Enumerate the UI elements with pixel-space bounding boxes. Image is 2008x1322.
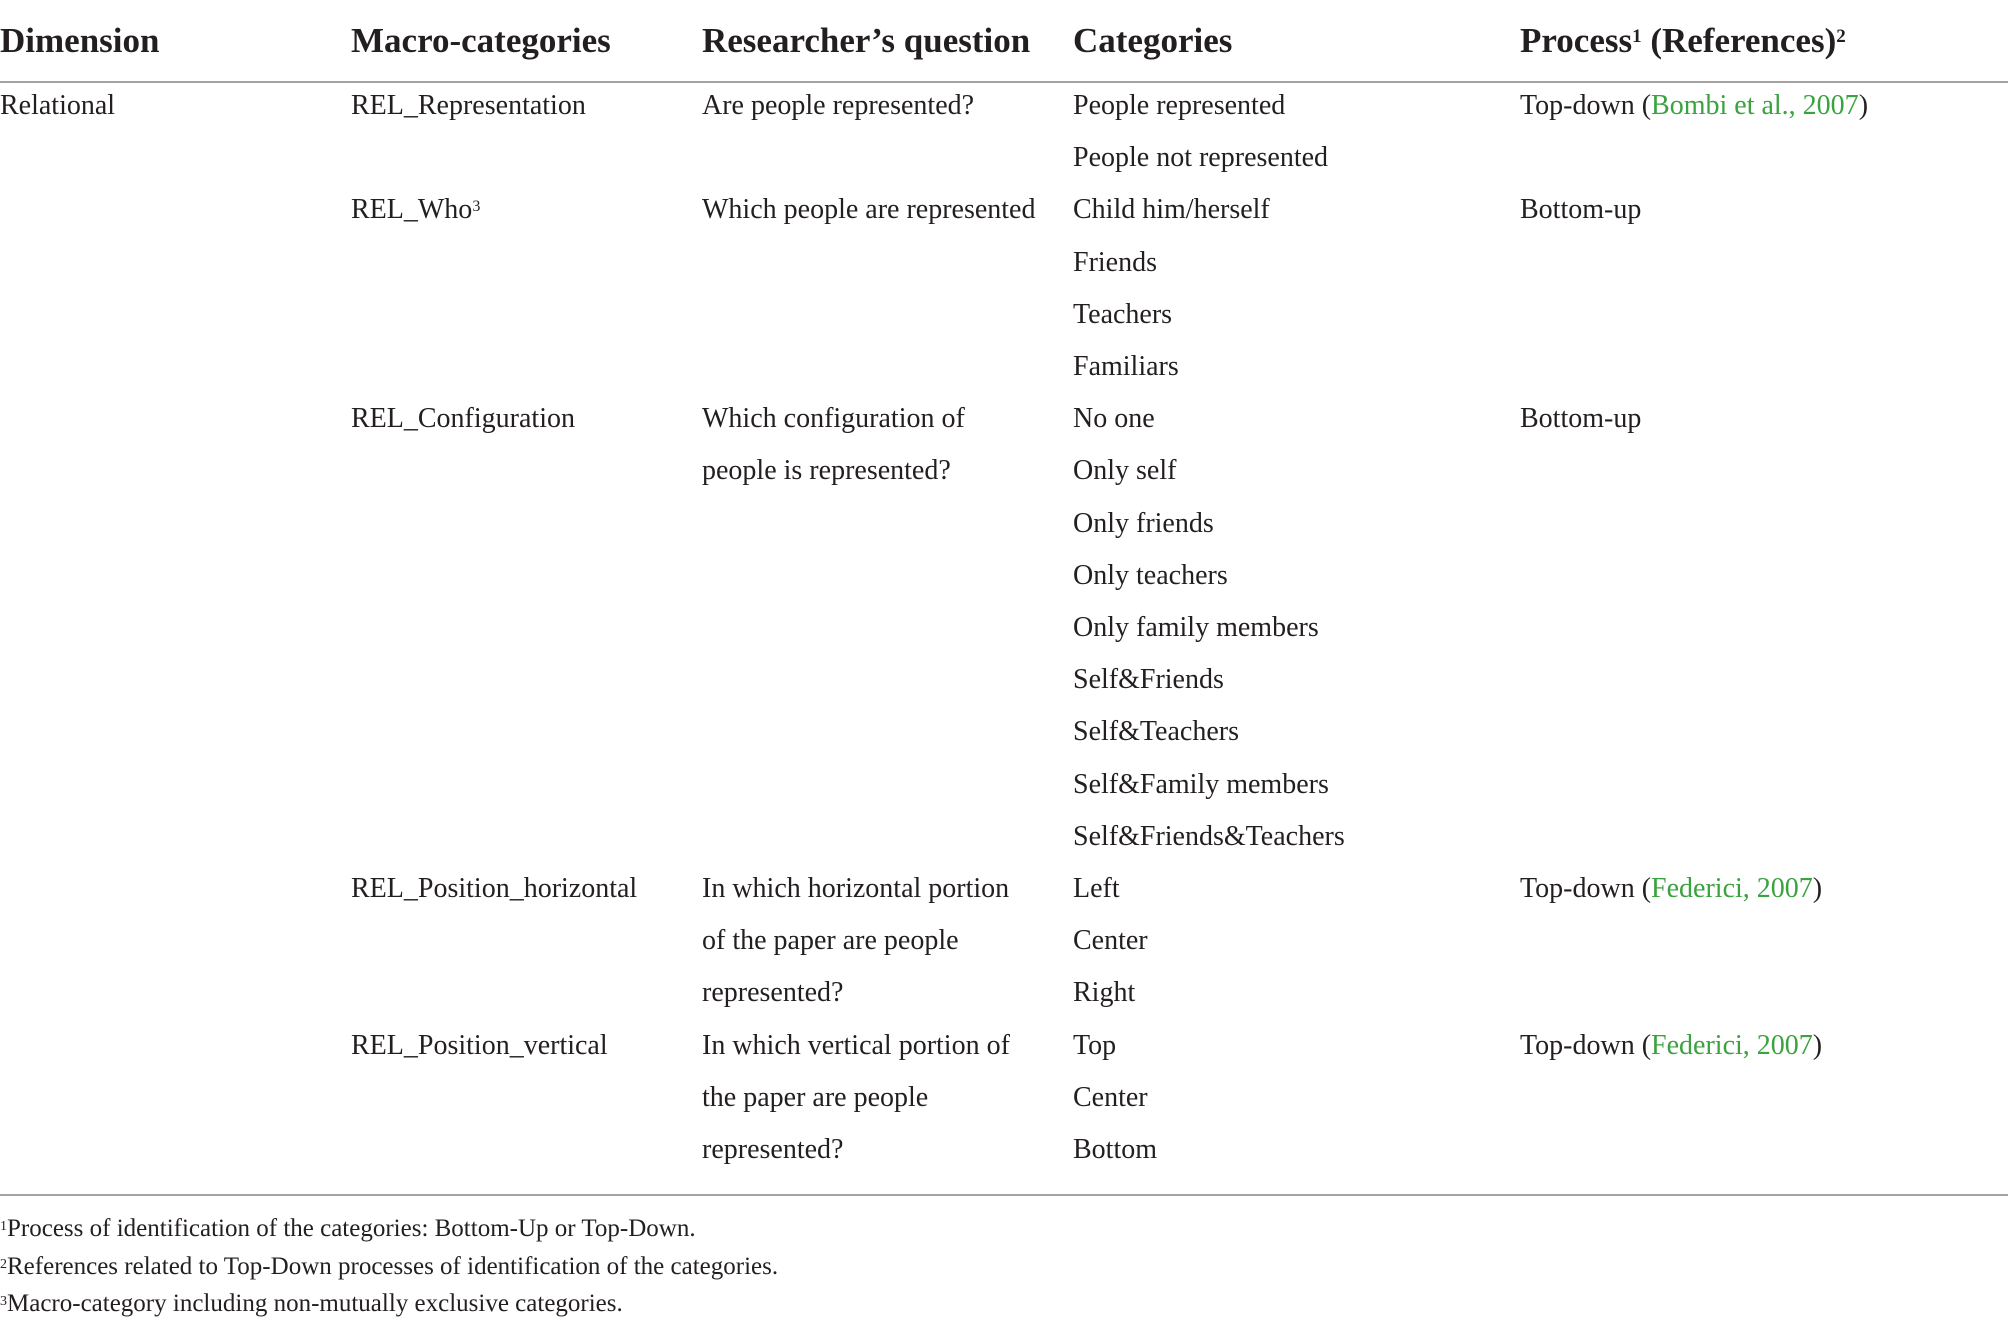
process-label: Top-down <box>1520 873 1635 904</box>
footer-rule <box>0 1194 2008 1196</box>
category-item: Self&Teachers <box>1073 716 1239 748</box>
question-line: of the paper are people <box>702 925 959 957</box>
category-item: Bottom <box>1073 1134 1158 1165</box>
footnote-text: References related to Top-Down processes of identification of the categories. <box>7 1252 779 1280</box>
footnote-text: Process of identification of the categories: Bottom-Up or Top-Down. <box>7 1215 696 1242</box>
process-cell <box>1520 190 1641 230</box>
dimension-cell: Relational <box>0 90 116 121</box>
macro-category-cell <box>351 190 480 230</box>
process-cell <box>1520 86 1868 126</box>
reference-link[interactable]: Federici, 2007 <box>1651 873 1813 904</box>
header-process-references <box>1520 16 1846 66</box>
header-rule <box>0 81 2008 83</box>
macro-category-label: REL_Position_vertical <box>351 1029 608 1061</box>
question-line: Are people represented? <box>702 90 975 121</box>
footnote-mark: 1 <box>0 1219 7 1234</box>
process-label: Bottom-up <box>1520 194 1642 226</box>
category-item: Top <box>1073 1029 1117 1061</box>
close-paren: ) <box>1812 873 1823 904</box>
macro-category-cell <box>351 399 575 439</box>
category-item: People represented <box>1073 90 1286 121</box>
macro-category-cell <box>351 86 586 126</box>
footnote-mark: 3 <box>472 198 481 216</box>
reference-link[interactable]: Bombi et al., 2007 <box>1651 90 1859 121</box>
footnote <box>0 1211 696 1247</box>
open-paren: ( <box>1634 873 1652 904</box>
category-item: Only teachers <box>1073 559 1228 591</box>
close-paren: ) <box>1858 90 1869 121</box>
macro-category-label: REL_Configuration <box>351 403 575 435</box>
category-item: People not represented <box>1073 142 1329 174</box>
category-item: Right <box>1073 977 1136 1009</box>
category-item: Self&Friends <box>1073 664 1224 696</box>
question-line: Which configuration of <box>702 403 965 435</box>
process-cell <box>1520 399 1641 439</box>
question-line: Which people are represented <box>702 194 1036 226</box>
macro-category-cell <box>351 1026 608 1066</box>
header-references-footnote-mark: 2 <box>1836 26 1846 47</box>
category-item: Teachers <box>1073 298 1173 330</box>
process-label: Top-down <box>1520 1029 1635 1061</box>
header-references: (References) <box>1641 21 1837 60</box>
macro-category-label: REL_Representation <box>351 90 586 121</box>
macro-category-cell <box>351 869 637 909</box>
header-process-footnote-mark: 1 <box>1632 26 1642 47</box>
category-item: Only family members <box>1073 612 1319 643</box>
header-researchers-question: Researcher’s question <box>702 21 1031 60</box>
close-paren: ) <box>1812 1029 1823 1061</box>
category-item: Child him/herself <box>1073 194 1270 226</box>
question-line: represented? <box>702 977 844 1009</box>
footnote <box>0 1249 778 1285</box>
process-cell <box>1520 869 1822 909</box>
question-line: people is represented? <box>702 455 951 487</box>
process-cell <box>1520 1026 1822 1066</box>
category-item: Familiars <box>1073 351 1179 382</box>
process-label: Bottom-up <box>1520 403 1642 435</box>
header-process: Process <box>1520 21 1633 60</box>
category-item: Self&Friends&Teachers <box>1073 820 1345 852</box>
header-categories: Categories <box>1073 21 1233 60</box>
header-dimension: Dimension <box>0 21 160 60</box>
macro-category-label: REL_Who <box>351 194 473 226</box>
footnote-mark: 3 <box>0 1294 7 1309</box>
reference-link[interactable]: Federici, 2007 <box>1651 1029 1813 1061</box>
header-macro-categories: Macro-categories <box>351 21 611 60</box>
footnote <box>0 1286 623 1322</box>
open-paren: ( <box>1634 1029 1652 1061</box>
category-item: Only friends <box>1073 507 1214 539</box>
question-line: In which vertical portion of <box>702 1029 1010 1061</box>
category-item: Friends <box>1073 246 1157 278</box>
category-item: Center <box>1073 1081 1148 1113</box>
category-item: Left <box>1073 873 1120 904</box>
category-item: No one <box>1073 403 1155 435</box>
macro-category-label: REL_Position_horizontal <box>351 873 638 904</box>
open-paren: ( <box>1634 90 1652 121</box>
category-item: Only self <box>1073 455 1177 487</box>
process-label: Top-down <box>1520 90 1635 121</box>
footnote-mark: 2 <box>0 1256 7 1272</box>
question-line: represented? <box>702 1134 844 1165</box>
category-item: Self&Family members <box>1073 768 1329 800</box>
question-line: the paper are people <box>702 1081 929 1113</box>
footnote-text: Macro-category including non-mutually exclusive categories. <box>7 1290 623 1317</box>
category-item: Center <box>1073 925 1148 957</box>
question-line: In which horizontal portion <box>702 873 1010 904</box>
